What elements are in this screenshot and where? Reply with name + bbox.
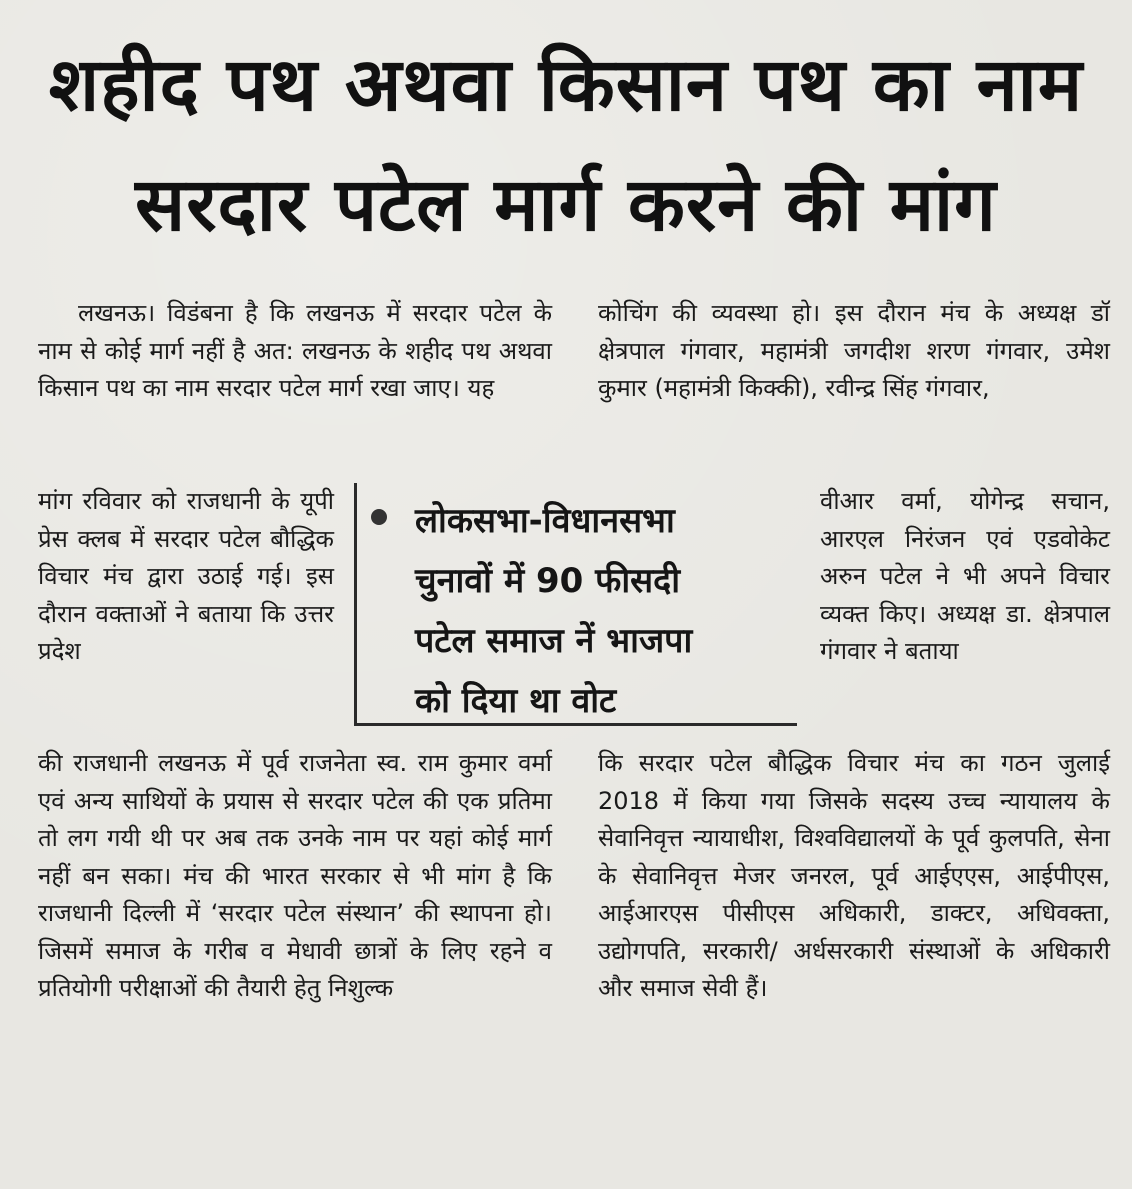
article-left-middle xyxy=(38,483,334,671)
pull-quote-line-1: लोकसभा-विधानसभा xyxy=(415,501,675,541)
article-text-left-middle: मांग रविवार को राजधानी के यूपी प्रेस क्लब में सरदार पटेल बौद्धिक विचार मंच द्वारा उठाई गई। इस दौरान वक्ताओं ने बताया कि उत्तर प्रदेश xyxy=(38,487,334,665)
article-right-top xyxy=(598,295,1110,408)
article-left-bottom xyxy=(38,745,552,1008)
pull-quote-line-4: को दिया था वोट xyxy=(415,681,617,721)
article-right-bottom xyxy=(598,745,1110,1008)
article-text-right-bottom: कि सरदार पटेल बौद्धिक विचार मंच का गठन जुलाई 2018 में किया गया जिसके सदस्य उच्च न्यायालय के सेवानिवृत्त न्यायाधीश, विश्वविद्यालयों के पूर्व कुलपति, सेना के सेवानिवृत्त मेजर जनरल, पूर्व आईएएस, आईपीएस, आईआरएस पीसीएस अधिकारी, डाक्टर, अधिवक्ता, उद्योगपति, सरकारी/ अर्धसरकारी संस्थाओं के अधिकारी और समाज सेवी हैं। xyxy=(598,749,1110,1002)
article-text-left-bottom: की राजधानी लखनऊ में पूर्व राजनेता स्व. राम कुमार वर्मा एवं अन्य साथियों के प्रयास से सरदार पटेल की एक प्रतिमा तो लग गयी थी पर अब तक उनके नाम पर यहां कोई मार्ग नहीं बन सका। मंच की भारत सरकार से भी मांग है कि राजधानी दिल्ली में ‘सरदार पटेल संस्थान’ की स्थापना हो। जिसमें समाज के गरीब व मेधावी छात्रों के लिए रहने व प्रतियोगी परीक्षाओं की तैयारी हेतु निशुल्क xyxy=(38,749,552,1002)
article-right-middle xyxy=(820,483,1110,671)
article-text-right-top: कोचिंग की व्यवस्था हो। इस दौरान मंच के अध्यक्ष डॉ क्षेत्रपाल गंगवार, महामंत्री जगदीश शरण गंगवार, उमेश कुमार (महामंत्री किक्की), रवीन्द्र सिंह गंगवार, xyxy=(598,299,1110,402)
article-text-right-middle: वीआर वर्मा, योगेन्द्र सचान, आरएल निरंजन एवं एडवोकेट अरुन पटेल ने भी अपने विचार व्यक्त किए। अध्यक्ष डा. क्षेत्रपाल गंगवार ने बताया xyxy=(820,487,1110,665)
article-left-top xyxy=(38,295,552,408)
pull-quote-text xyxy=(415,491,795,731)
pull-quote-line-2: चुनावों में 90 फीसदी xyxy=(415,561,680,601)
headline-line-2: सरदार पटेल मार्ग करने की मांग xyxy=(135,162,997,248)
headline-line-1: शहीद पथ अथवा किसान पथ का नाम xyxy=(48,42,1084,128)
article-text-left-top: लखनऊ। विडंबना है कि लखनऊ में सरदार पटेल के नाम से कोई मार्ग नहीं है अत: लखनऊ के शहीद पथ अथवा किसान पथ का नाम सरदार पटेल मार्ग रखा जाए। यह xyxy=(38,299,552,402)
pull-quote-line-3: पटेल समाज नें भाजपा xyxy=(415,621,693,661)
bullet-icon xyxy=(371,509,387,525)
pull-quote-box xyxy=(354,483,797,726)
